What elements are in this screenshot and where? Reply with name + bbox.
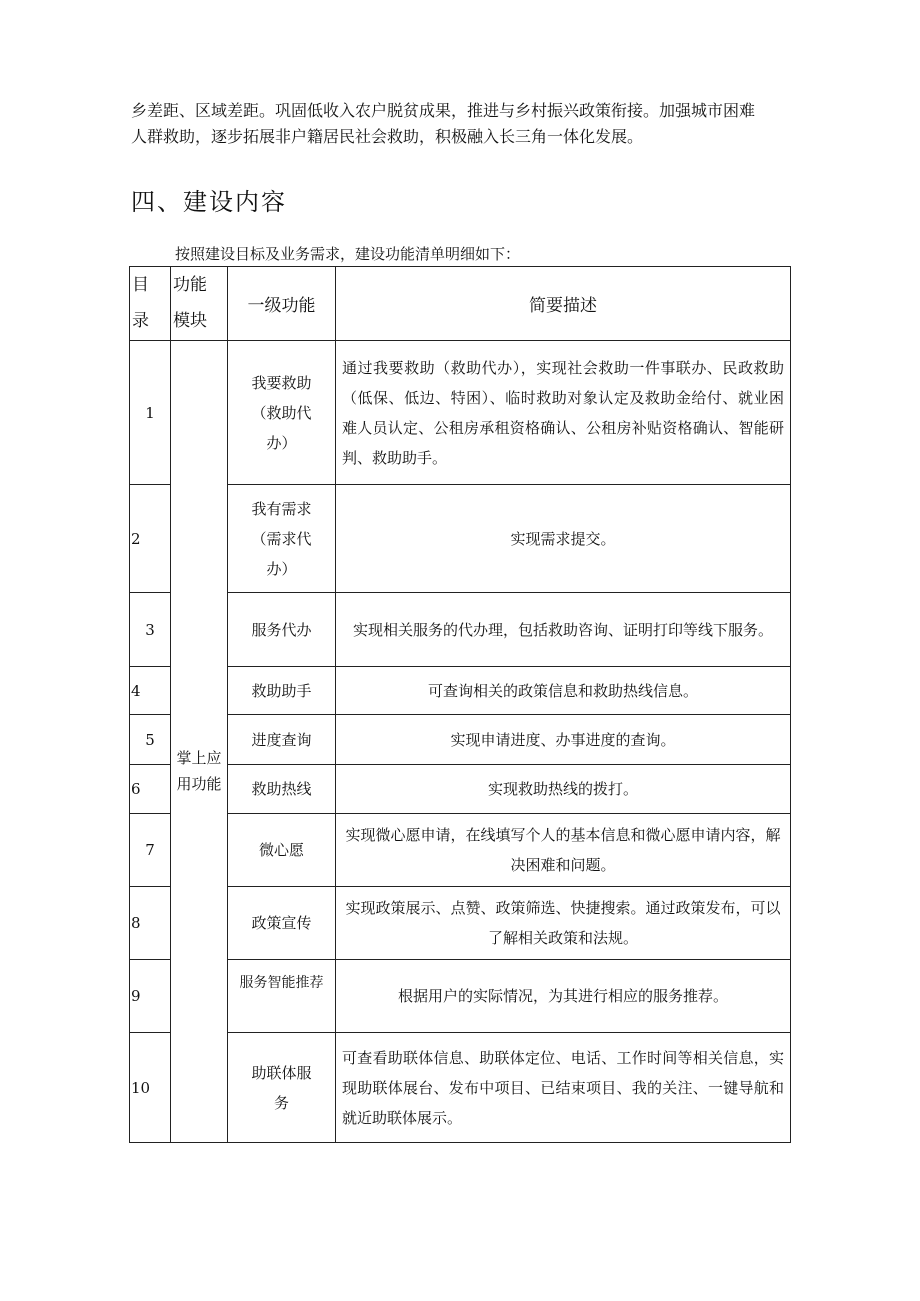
primary-function: 政策宣传 [228, 887, 336, 960]
row-number: 3 [130, 593, 171, 667]
primary-function: 我有需求 （需求代 办） [228, 485, 336, 593]
row-number: 1 [130, 341, 171, 485]
table-row [130, 1033, 791, 1143]
function-description: 实现政策展示、点赞、政策筛选、快捷搜索。通过政策发布，可以了解相关政策和法规。 [336, 887, 791, 960]
primary-function: 服务智能推荐 [228, 960, 336, 1033]
header-module: 功能 模块 [171, 267, 228, 341]
primary-function: 助联体服 务 [228, 1033, 336, 1143]
table-row [130, 765, 791, 814]
table-header-row [130, 267, 791, 341]
primary-function: 我要救助 （救助代 办） [228, 341, 336, 485]
table-row [130, 341, 791, 485]
row-number: 7 [130, 814, 171, 887]
function-description: 实现申请进度、办事进度的查询。 [336, 715, 791, 765]
primary-function: 服务代办 [228, 593, 336, 667]
module-name: 掌上应 用功能 [171, 341, 228, 1143]
function-description: 实现需求提交。 [336, 485, 791, 593]
table-row [130, 887, 791, 960]
intro-paragraph [131, 98, 791, 150]
function-description: 可查看助联体信息、助联体定位、电话、工作时间等相关信息，实现助联体展台、发布中项目、已结束项目、我的关注、一键导航和就近助联体展示。 [336, 1033, 791, 1143]
table-row [130, 814, 791, 887]
row-number: 10 [130, 1033, 171, 1143]
row-number: 9 [130, 960, 171, 1033]
intro-line: 乡差距、区域差距。巩固低收入农户脱贫成果，推进与乡村振兴政策衔接。加强城市困难 [131, 101, 756, 120]
function-description: 根据用户的实际情况，为其进行相应的服务推荐。 [336, 960, 791, 1033]
function-description: 实现微心愿申请，在线填写个人的基本信息和微心愿申请内容，解决困难和问题。 [336, 814, 791, 887]
table-row [130, 485, 791, 593]
primary-function: 救助热线 [228, 765, 336, 814]
row-number: 2 [130, 485, 171, 593]
row-number: 4 [130, 667, 171, 715]
header-catalog: 目 录 [130, 267, 171, 341]
function-list-table [129, 266, 791, 1143]
row-number: 6 [130, 765, 171, 814]
row-number: 8 [130, 887, 171, 960]
function-description: 可查询相关的政策信息和救助热线信息。 [336, 667, 791, 715]
table-lead-text: 按照建设目标及业务需求，建设功能清单明细如下： [175, 245, 521, 263]
row-number: 5 [130, 715, 171, 765]
function-description: 实现救助热线的拨打。 [336, 765, 791, 814]
header-primary-function: 一级功能 [228, 267, 336, 341]
primary-function: 救助助手 [228, 667, 336, 715]
primary-function: 微心愿 [228, 814, 336, 887]
table-row [130, 960, 791, 1033]
header-description: 简要描述 [336, 267, 791, 341]
primary-function: 进度查询 [228, 715, 336, 765]
table-row [130, 593, 791, 667]
function-description: 实现相关服务的代办理，包括救助咨询、证明打印等线下服务。 [336, 593, 791, 667]
table-row [130, 667, 791, 715]
function-description: 通过我要救助（救助代办），实现社会救助一件事联办、民政救助（低保、低边、特困）、临时救助对象认定及救助金给付、就业困难人员认定、公租房承租资格确认、公租房补贴资格确认、智能研判、救助助手。 [336, 341, 791, 485]
section-heading: 四、建设内容 [131, 188, 287, 216]
table-row [130, 715, 791, 765]
intro-line: 人群救助，逐步拓展非户籍居民社会救助，积极融入长三角一体化发展。 [131, 127, 644, 146]
